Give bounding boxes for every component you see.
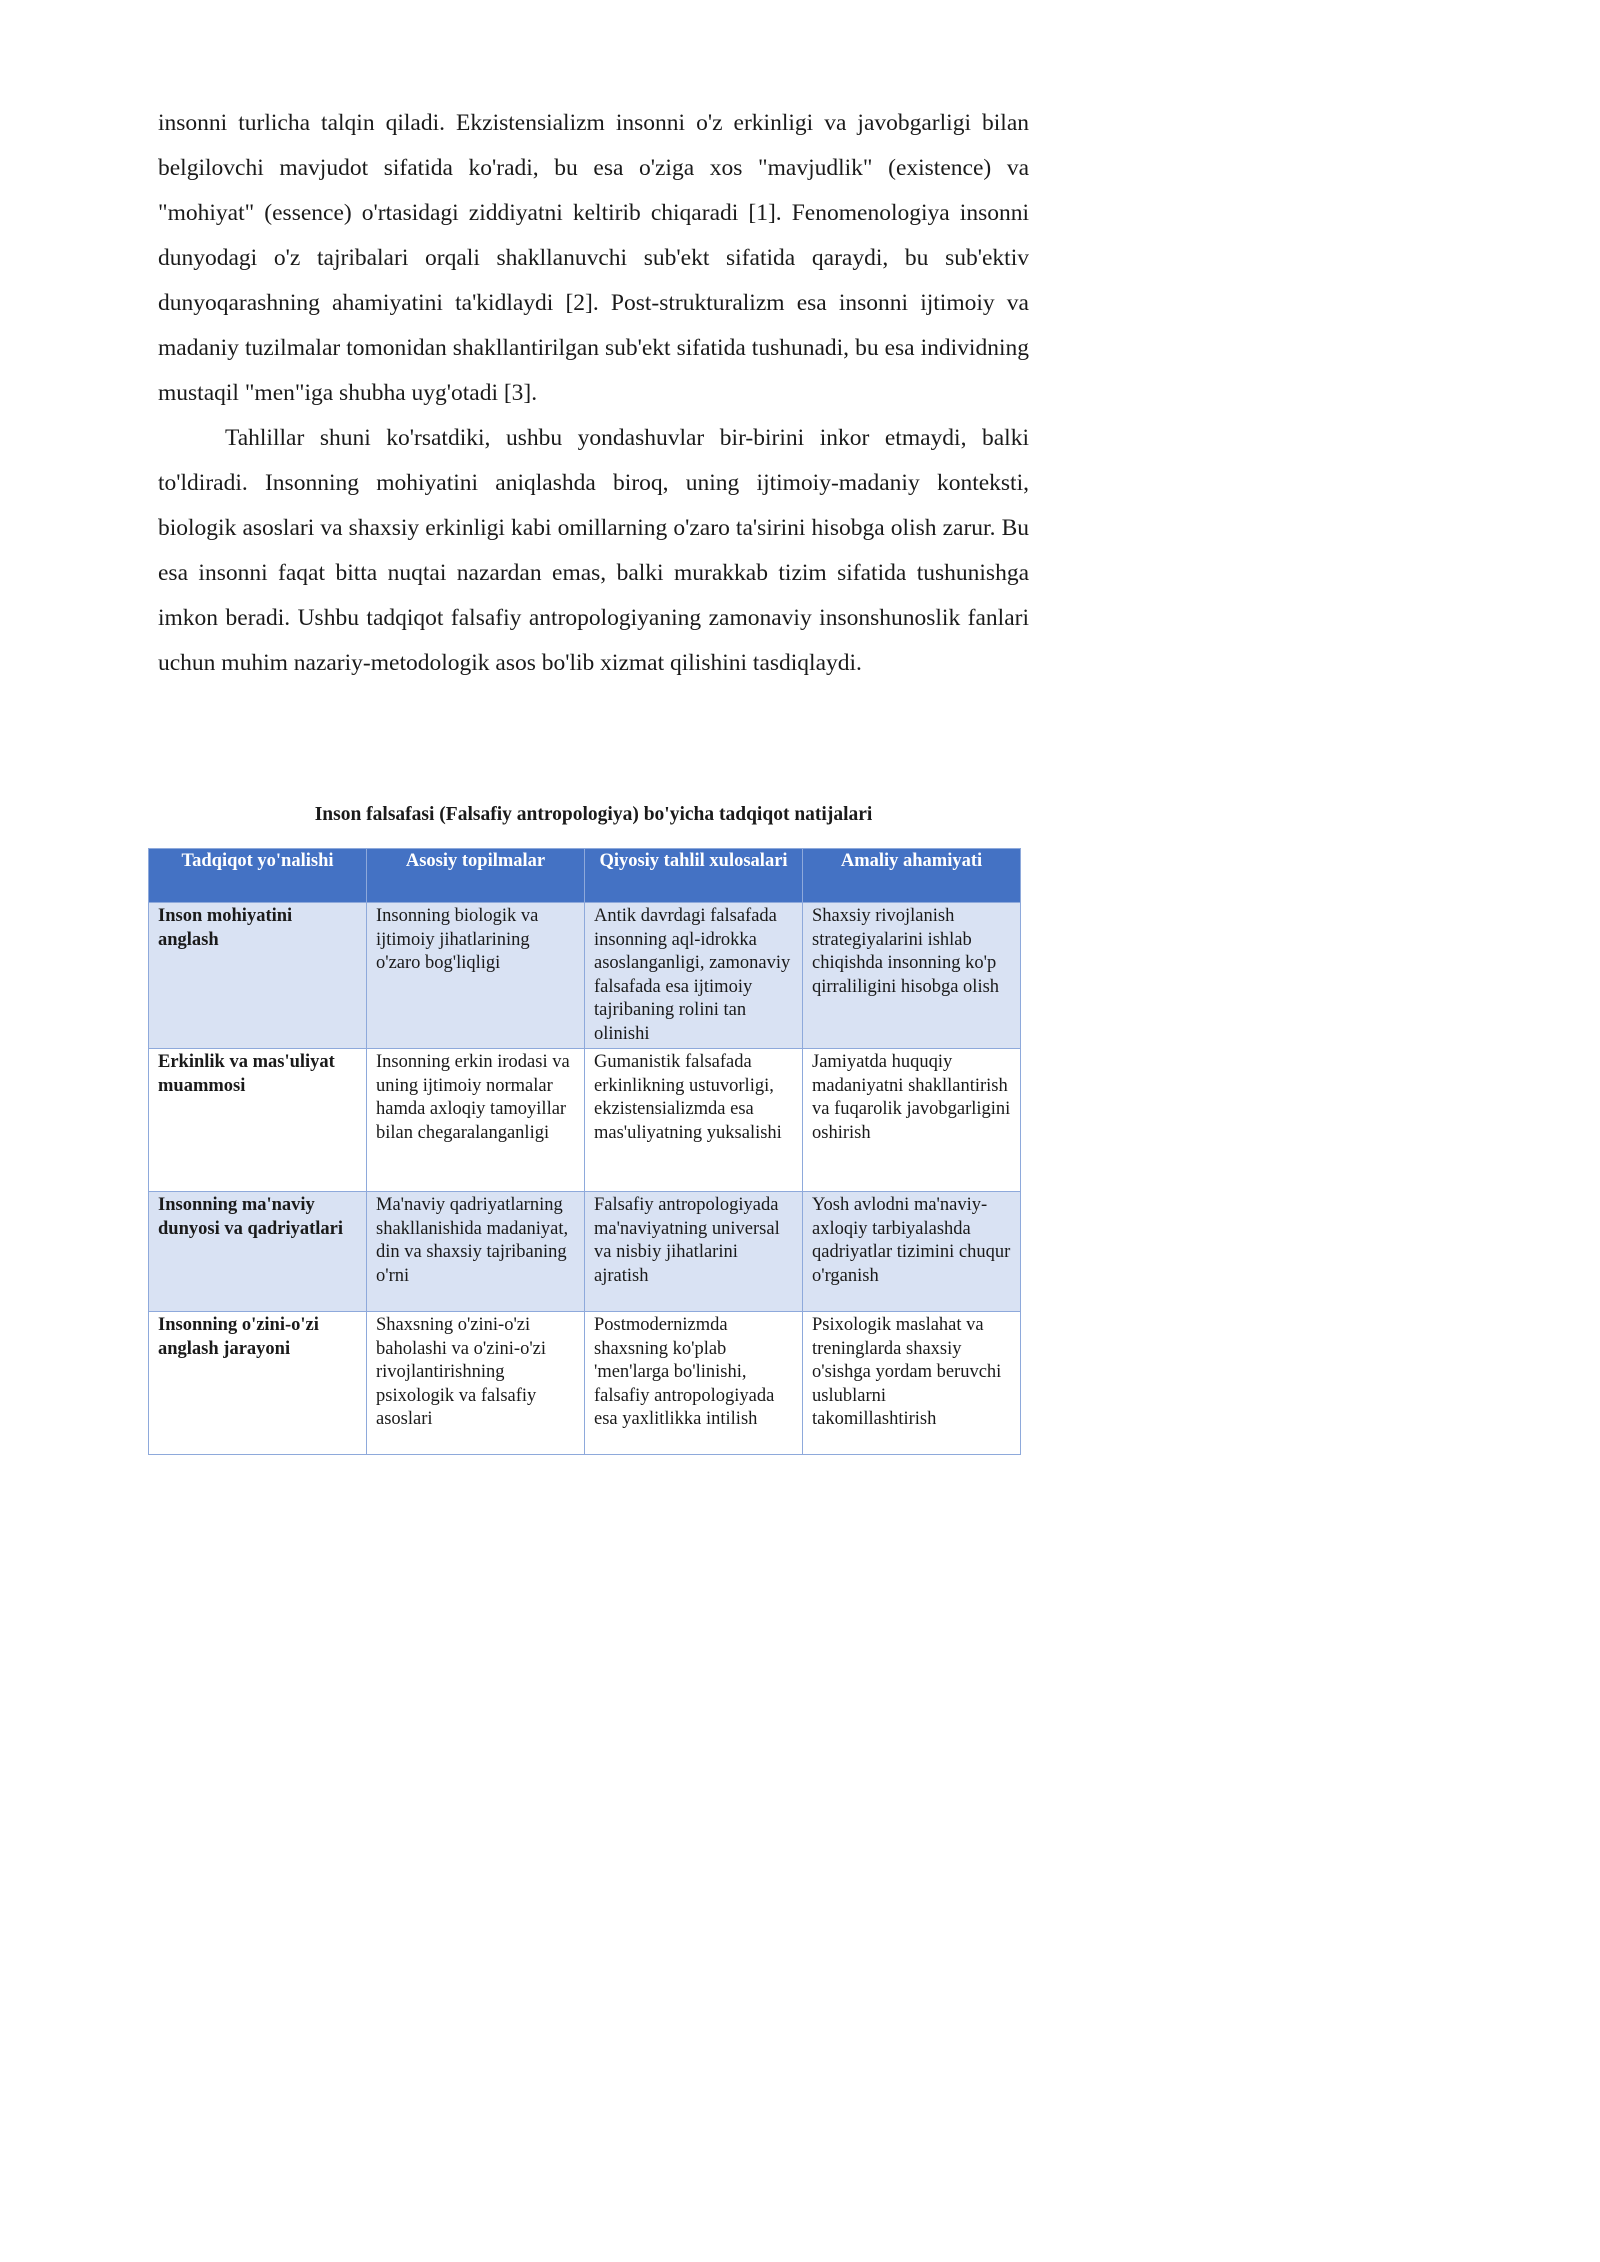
- table-cell: Erkinlik va mas'uliyat muammosi: [149, 1049, 367, 1192]
- table-row: [149, 1049, 1021, 1192]
- table-cell: Jamiyatda huquqiy madaniyatni shakllantirish va fuqarolik javobgarligini oshirish: [803, 1049, 1021, 1192]
- table-cell: Shaxsning o'zini-o'zi baholashi va o'zini-o'zi rivojlantirishning psixologik va falsafiy asoslari: [367, 1312, 585, 1455]
- table-cell: Ma'naviy qadriyatlarning shakllanishida madaniyat, din va shaxsiy tajribaning o'rni: [367, 1192, 585, 1312]
- table-cell: Insonning ma'naviy dunyosi va qadriyatlari: [149, 1192, 367, 1312]
- table-cell: Yosh avlodni ma'naviy-axloqiy tarbiyalashda qadriyatlar tizimini chuqur o'rganish: [803, 1192, 1021, 1312]
- table-cell: Insonning erkin irodasi va uning ijtimoiy normalar hamda axloqiy tamoyillar bilan chegaralanganligi: [367, 1049, 585, 1192]
- table-cell: Shaxsiy rivojlanish strategiyalarini ishlab chiqishda insonning ko'p qirraliligini hisobga olish: [803, 903, 1021, 1049]
- results-table: [148, 848, 1021, 1455]
- paragraph: Tahlillar shuni ko'rsatdiki, ushbu yondashuvlar bir-birini inkor etmaydi, balki to'ldiradi. Insonning mohiyatini aniqlashda biroq, uning ijtimoiy-madaniy konteksti, biologik asoslari va shaxsiy erkinligi kabi omillarning o'zaro ta'sirini hisobga olish zarur. Bu esa insonni faqat bitta nuqtai nazardan emas, balki murakkab tizim sifatida tushunishga imkon beradi. Ushbu tadqiqot falsafiy antropologiyaning zamonaviy insonshunoslik fanlari uchun muhim nazariy-metodologik asos bo'lib xizmat qilishini tasdiqlaydi.: [158, 425, 1029, 676]
- table-row: [149, 903, 1021, 1049]
- paragraph: insonni turlicha talqin qiladi. Ekzistensializm insonni o'z erkinligi va javobgarligi bilan belgilovchi mavjudot sifatida ko'radi, bu esa o'ziga xos "mavjudlik" (existence) va "mohiyat" (essence) o'rtasidagi ziddiyatni keltirib chiqaradi [1]. Fenomenologiya insonni dunyodagi o'z tajribalari orqali shakllanuvchi sub'ekt sifatida qaraydi, bu sub'ektiv dunyoqarashning ahamiyatini ta'kidlaydi [2]. Post-strukturalizm esa insonni ijtimoiy va madaniy tuzilmalar tomonidan shakllantirilgan sub'ekt sifatida tushunadi, bu esa individning mustaqil "men"iga shubha uyg'otadi [3].: [158, 110, 1029, 406]
- column-header: Tadqiqot yo'nalishi: [149, 849, 367, 903]
- table-row: [149, 1312, 1021, 1455]
- table-row: [149, 1192, 1021, 1312]
- column-header: Amaliy ahamiyati: [803, 849, 1021, 903]
- body-text: [158, 101, 1029, 686]
- column-header: Asosiy topilmalar: [367, 849, 585, 903]
- table-cell: Antik davrdagi falsafada insonning aql-idrokka asoslanganligi, zamonaviy falsafada esa ijtimoiy tajribaning rolini tan olinishi: [585, 903, 803, 1049]
- document-page: [0, 0, 1100, 1555]
- table-title: Inson falsafasi (Falsafiy antropologiya) bo'yicha tadqiqot natijalari: [314, 804, 873, 825]
- table-cell: Gumanistik falsafada erkinlikning ustuvorligi, ekzistensializmda esa mas'uliyatning yuksalishi: [585, 1049, 803, 1192]
- table-cell: Postmodernizmda shaxsning ko'plab 'men'larga bo'linishi, falsafiy antropologiyada esa yaxlitlikka intilish: [585, 1312, 803, 1455]
- table-cell: Inson mohiyatini anglash: [149, 903, 367, 1049]
- table-header-row: [149, 849, 1021, 903]
- table-cell: Insonning biologik va ijtimoiy jihatlarining o'zaro bog'liqligi: [367, 903, 585, 1049]
- table-cell: Psixologik maslahat va treninglarda shaxsiy o'sishga yordam beruvchi uslublarni takomillashtirish: [803, 1312, 1021, 1455]
- column-header: Qiyosiy tahlil xulosalari: [585, 849, 803, 903]
- table-cell: Insonning o'zini-o'zi anglash jarayoni: [149, 1312, 367, 1455]
- table-cell: Falsafiy antropologiyada ma'naviyatning universal va nisbiy jihatlarini ajratish: [585, 1192, 803, 1312]
